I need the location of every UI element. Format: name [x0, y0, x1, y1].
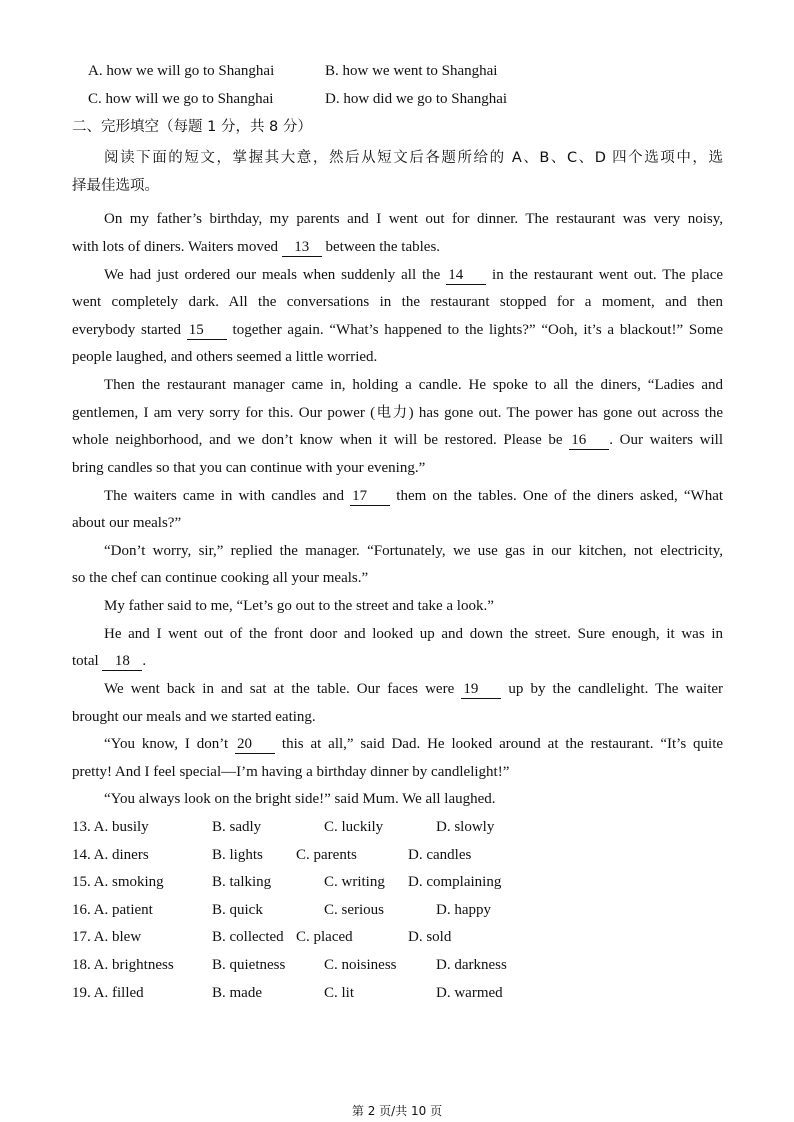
blank-20: 20 [235, 736, 275, 754]
passage-line: about our meals?” [72, 515, 182, 531]
passage-text: “You know, I don’t [104, 736, 229, 752]
passage-text: this at all,” said Dad. He looked around at the restaurant. “It’s quite [281, 736, 724, 752]
option-a: 13. A. busily [72, 819, 149, 835]
passage-text: in the restaurant went out. The place [492, 267, 724, 283]
option-d: D. candles [408, 847, 472, 863]
option-c: C. how will we go to Shanghai [88, 91, 274, 107]
option-b: B. collected [212, 929, 284, 945]
passage-text: between the tables. [325, 239, 441, 255]
blank-15: 15 [187, 322, 227, 340]
instruction-line-2: 择最佳选项。 [72, 178, 159, 194]
blank-16: 16 [569, 432, 609, 450]
passage-line: people laughed, and others seemed a little worried. [72, 349, 378, 365]
option-a: 15. A. smoking [72, 874, 164, 890]
passage-text: We went back in and sat at the table. Our faces were [104, 681, 455, 697]
passage-text: whole neighborhood, and we don’t know when it will be restored. Please be [72, 432, 563, 448]
passage-line: “Don’t worry, sir,” replied the manager. “Fortunately, we use gas in our kitchen, not electricity, [104, 543, 723, 559]
passage-text: ) has gone out. The power has gone out across the [408, 405, 724, 421]
passage-line: He and I went out of the front door and looked up and down the street. Sure enough, it was in [104, 626, 723, 642]
option-d: D. darkness [436, 957, 507, 973]
passage-line [104, 265, 723, 285]
option-b: B. quick [212, 902, 263, 918]
option-a: 18. A. brightness [72, 957, 174, 973]
passage-line: My father said to me, “Let’s go out to the street and take a look.” [104, 598, 494, 614]
passage-line [72, 403, 723, 423]
blank-18: 18 [102, 653, 142, 671]
option-b: B. made [212, 985, 262, 1001]
passage-line [72, 237, 723, 257]
passage-text: We had just ordered our meals when suddenly all the [104, 267, 441, 283]
blank-14: 14 [446, 267, 486, 285]
option-a: A. how we will go to Shanghai [88, 63, 275, 79]
passage-text-cjk: 电力 [375, 405, 409, 421]
option-c: C. lit [324, 985, 355, 1001]
passage-line: “You always look on the bright side!” said Mum. We all laughed. [104, 791, 496, 807]
option-b: B. how we went to Shanghai [325, 63, 498, 79]
passage-line: went completely dark. All the conversations in the restaurant stopped for a moment, and then [72, 294, 723, 310]
passage-line [72, 651, 723, 671]
blank-13: 13 [282, 239, 322, 257]
passage-line: so the chef can continue cooking all your meals.” [72, 570, 369, 586]
passage-line [72, 430, 723, 450]
passage-line [104, 486, 723, 506]
passage-text: with lots of diners. Waiters moved [72, 239, 278, 255]
page-number-footer: 第 2 页/共 10 页 [351, 1104, 443, 1118]
option-d: D. sold [408, 929, 452, 945]
passage-line: pretty! And I feel special—I’m having a birthday dinner by candlelight!” [72, 764, 510, 780]
option-c: C. noisiness [324, 957, 397, 973]
option-b: B. quietness [212, 957, 286, 973]
option-d: D. complaining [408, 874, 502, 890]
option-b: B. sadly [212, 819, 262, 835]
option-a: 16. A. patient [72, 902, 153, 918]
instruction-line-1: 阅读下面的短文，掌握其大意，然后从短文后各题所给的 A、B、C、D 四个选项中，选 [104, 150, 723, 166]
option-d: D. slowly [436, 819, 495, 835]
passage-text: everybody started [72, 322, 182, 338]
option-a: 17. A. blew [72, 929, 142, 945]
option-c: C. writing [324, 874, 385, 890]
passage-line: bring candles so that you can continue with your evening.” [72, 460, 426, 476]
passage-text: gentlemen, I am very sorry for this. Our power ( [72, 405, 376, 421]
passage-line [104, 734, 723, 754]
option-c: C. luckily [324, 819, 384, 835]
passage-text: total [72, 653, 99, 669]
option-c: C. parents [296, 847, 357, 863]
passage-line: Then the restaurant manager came in, holding a candle. He spoke to all the diners, “Ladies and [104, 377, 723, 393]
option-d: D. happy [436, 902, 491, 918]
passage-text: . Our waiters will [609, 432, 724, 448]
option-b: B. talking [212, 874, 272, 890]
blank-17: 17 [350, 488, 390, 506]
passage-line [72, 320, 723, 340]
passage-line: On my father’s birthday, my parents and I went out for dinner. The restaurant was very noisy, [104, 211, 723, 227]
option-d: D. warmed [436, 985, 503, 1001]
passage-text: them on the tables. One of the diners asked, “What [396, 488, 724, 504]
option-a: 14. A. diners [72, 847, 149, 863]
passage-text: up by the candlelight. The waiter [508, 681, 724, 697]
option-d: D. how did we go to Shanghai [325, 91, 508, 107]
passage-line [104, 679, 723, 699]
passage-line: brought our meals and we started eating. [72, 709, 316, 725]
option-b: B. lights [212, 847, 263, 863]
passage-text: together again. “What’s happened to the lights?” “Ooh, it’s a blackout!” Some [232, 322, 724, 338]
option-c: C. placed [296, 929, 353, 945]
passage-text: . [142, 653, 147, 669]
passage-text: The waiters came in with candles and [104, 488, 345, 504]
blank-19: 19 [461, 681, 501, 699]
option-a: 19. A. filled [72, 985, 144, 1001]
option-c: C. serious [324, 902, 384, 918]
section-heading: 二、完形填空（每题 1 分，共 8 分） [72, 119, 312, 135]
